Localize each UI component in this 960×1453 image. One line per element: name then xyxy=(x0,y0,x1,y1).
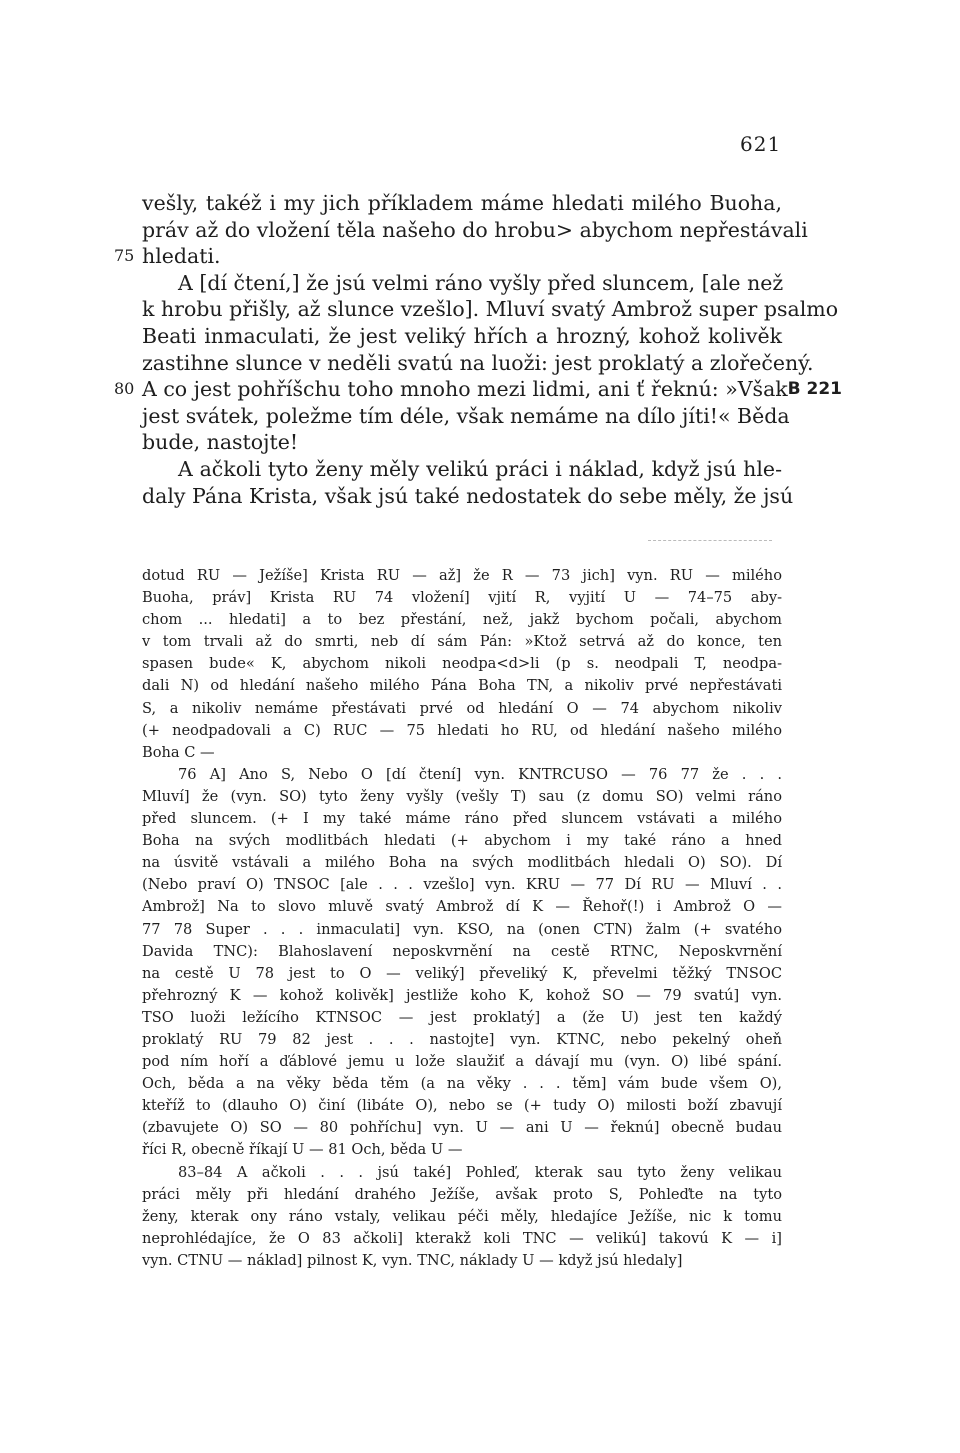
main-text xyxy=(114,190,842,509)
apparatus-line: přehrozný K — kohož kolivěk] jestliže koho K, kohož SO — 79 svatú] vyn. xyxy=(142,986,782,1004)
apparatus-line: 83–84 A ačkoli . . . jsú také] Pohleď, kterak sau tyto ženy velikau xyxy=(178,1163,782,1181)
line-text: hledati. xyxy=(142,244,221,269)
apparatus-line: Mluví] že (vyn. SO) tyto ženy vyšly (vešly T) sau (z domu SO) velmi ráno xyxy=(142,787,782,805)
page-number: 621 xyxy=(740,132,782,156)
text-line xyxy=(114,376,842,403)
apparatus-line: kteříž to (dlauho O) činí (libáte O), nebo se (+ tudy O) milosti boží zbavují xyxy=(142,1097,782,1115)
line-text: A [dí čtení,] že jsú velmi ráno vyšly před sluncem, [ale než xyxy=(178,270,784,295)
apparatus-line: říci R, obecně říkají U — 81 Och, běda U — xyxy=(142,1141,463,1159)
apparatus-line: 77 78 Super . . . inmaculati] vyn. KSO, na (onen CTN) žalm (+ svatého xyxy=(142,920,782,938)
apparatus-line: Buoha, práv] Krista RU 74 vložení] vjití R, vyjití U — 74–75 aby- xyxy=(142,589,782,607)
apparatus-line: ženy, kterak ony ráno vstaly, velikau péči měly, hledajíce Ježíše, nic k tomu xyxy=(142,1207,782,1225)
text-line xyxy=(142,456,782,483)
line-number: 75 xyxy=(114,246,135,266)
text-line xyxy=(142,350,814,377)
apparatus-line: vyn. CTNU — náklad] pilnost K, vyn. TNC, náklady U — když jsú hledaly] xyxy=(142,1251,683,1269)
apparatus-line: na cestě U 78 jest to O — veliký] převeliký K, převelmi těžký TNSOC xyxy=(142,964,782,982)
apparatus-line: spasen bude« K, abychom nikoli neodpa<d>li (p s. neodpali T, neodpa- xyxy=(142,655,782,673)
line-text: k hrobu přišly, až slunce vzešlo]. Mluví svatý Ambrož super psalmo xyxy=(142,297,839,322)
apparatus-line: Boha na svých modlitbách hledati (+ abychom i my také ráno a hned xyxy=(142,832,782,850)
text-line xyxy=(142,483,794,510)
line-number: 80 xyxy=(114,379,135,399)
apparatus-line: Boha C — xyxy=(142,743,215,761)
apparatus-line: proklatý RU 79 82 jest . . . nastojte] vyn. KTNC, nebo pekelný oheň xyxy=(142,1030,782,1048)
text-line xyxy=(142,296,839,323)
apparatus-line: Ambrož] Na to slovo mluvě svatý Ambrož dí K — Řehoř(!) i Ambrož O — xyxy=(142,898,782,916)
text-line xyxy=(142,429,782,456)
apparatus-line: pod ním hoří a ďáblové jemu u lože slaužiť a dávají mu (vyn. O) libé spání. xyxy=(142,1053,782,1071)
apparatus-line: 76 A] Ano S, Nebo O [dí čtení] vyn. KNTRCUSO — 76 77 že . . . xyxy=(178,765,782,783)
apparatus-line: na úsvitě vstávali a milého Boha na svých modlitbách hledali O) SO). Dí xyxy=(142,854,782,872)
text-line xyxy=(142,217,808,244)
apparatus-line: Davida TNC): Blahoslavení neposkvrnění na cestě RTNC, Neposkvrnění xyxy=(142,942,782,960)
divider xyxy=(648,540,772,541)
text-line xyxy=(142,323,782,350)
apparatus-line: před sluncem. (+ I my také máme ráno před sluncem vstávati a milého xyxy=(142,810,782,828)
line-text: zastihne slunce v neděli svatú na luoži: jest proklatý a zlořečený. xyxy=(142,350,814,375)
apparatus-line: chom ... hledati] a to bez přestání, než, jakž bychom počali, abychom xyxy=(142,611,782,629)
line-text: A ačkoli tyto ženy měly velikú práci i náklad, když jsú hle- xyxy=(178,456,782,481)
text-line xyxy=(142,403,790,430)
apparatus-line: v tom trvali až do smrti, neb dí sám Pán: »Ktož setrvá až do konce, ten xyxy=(142,633,782,651)
line-text: bude, nastojte! xyxy=(142,430,299,455)
line-text: vešly, takéž i my jich příkladem máme hledati milého Buoha, xyxy=(142,191,782,215)
apparatus-line: práci měly při hledání drahého Ježíše, avšak proto S, Pohleďte na tyto xyxy=(142,1185,782,1203)
text-line xyxy=(142,190,782,217)
apparatus-line: Och, běda a na věky běda těm (a na věky . . . těm] vám bude všem O), xyxy=(142,1075,782,1093)
line-text: daly Pána Krista, však jsú také nedostatek do sebe měly, že jsú xyxy=(142,483,794,508)
apparatus-line: neprohlédajíce, že O 83 ačkoli] kterakž koli TNC — velikú] takovú K — i] xyxy=(142,1229,782,1247)
margin-reference: B 221 xyxy=(787,379,842,400)
line-text: A co jest pohříšchu toho mnoho mezi lidmi, ani ť řeknú: »Však xyxy=(142,377,788,402)
apparatus-line: TSO luoži ležícího KTNSOC — jest proklatý] a (že U) jest ten každý xyxy=(142,1008,782,1026)
apparatus-line: (Nebo praví O) TNSOC [ale . . . vzešlo] vyn. KRU — 77 Dí RU — Mluví . . xyxy=(142,876,782,894)
apparatus-line: (zbavujete O) SO — 80 pohříchu] vyn. U — ani U — řeknú] obecně budau xyxy=(142,1119,782,1137)
text-line xyxy=(114,243,782,270)
apparatus-line: dotud RU — Ježíše] Krista RU — až] že R — 73 jich] vyn. RU — milého xyxy=(142,567,782,584)
line-text: jest svátek, poležme tím déle, však nemáme na dílo jíti!« Běda xyxy=(142,403,790,428)
text-line xyxy=(142,270,782,297)
critical-apparatus xyxy=(142,565,782,1272)
apparatus-line: S, a nikoliv nemáme přestávati prvé od hledání O — 74 abychom nikoliv xyxy=(142,699,782,717)
line-text: Beati inmaculati, že jest veliký hřích a hrozný, kohož kolivěk xyxy=(142,323,782,348)
apparatus-line: (+ neodpadovali a C) RUC — 75 hledati ho RU, od hledání našeho milého xyxy=(142,721,782,739)
apparatus-line: dali N) od hledání našeho milého Pána Boha TN, a nikoliv prvé nepřestávati xyxy=(142,677,782,695)
line-text: práv až do vložení těla našeho do hrobu> abychom nepřestávali xyxy=(142,217,808,242)
